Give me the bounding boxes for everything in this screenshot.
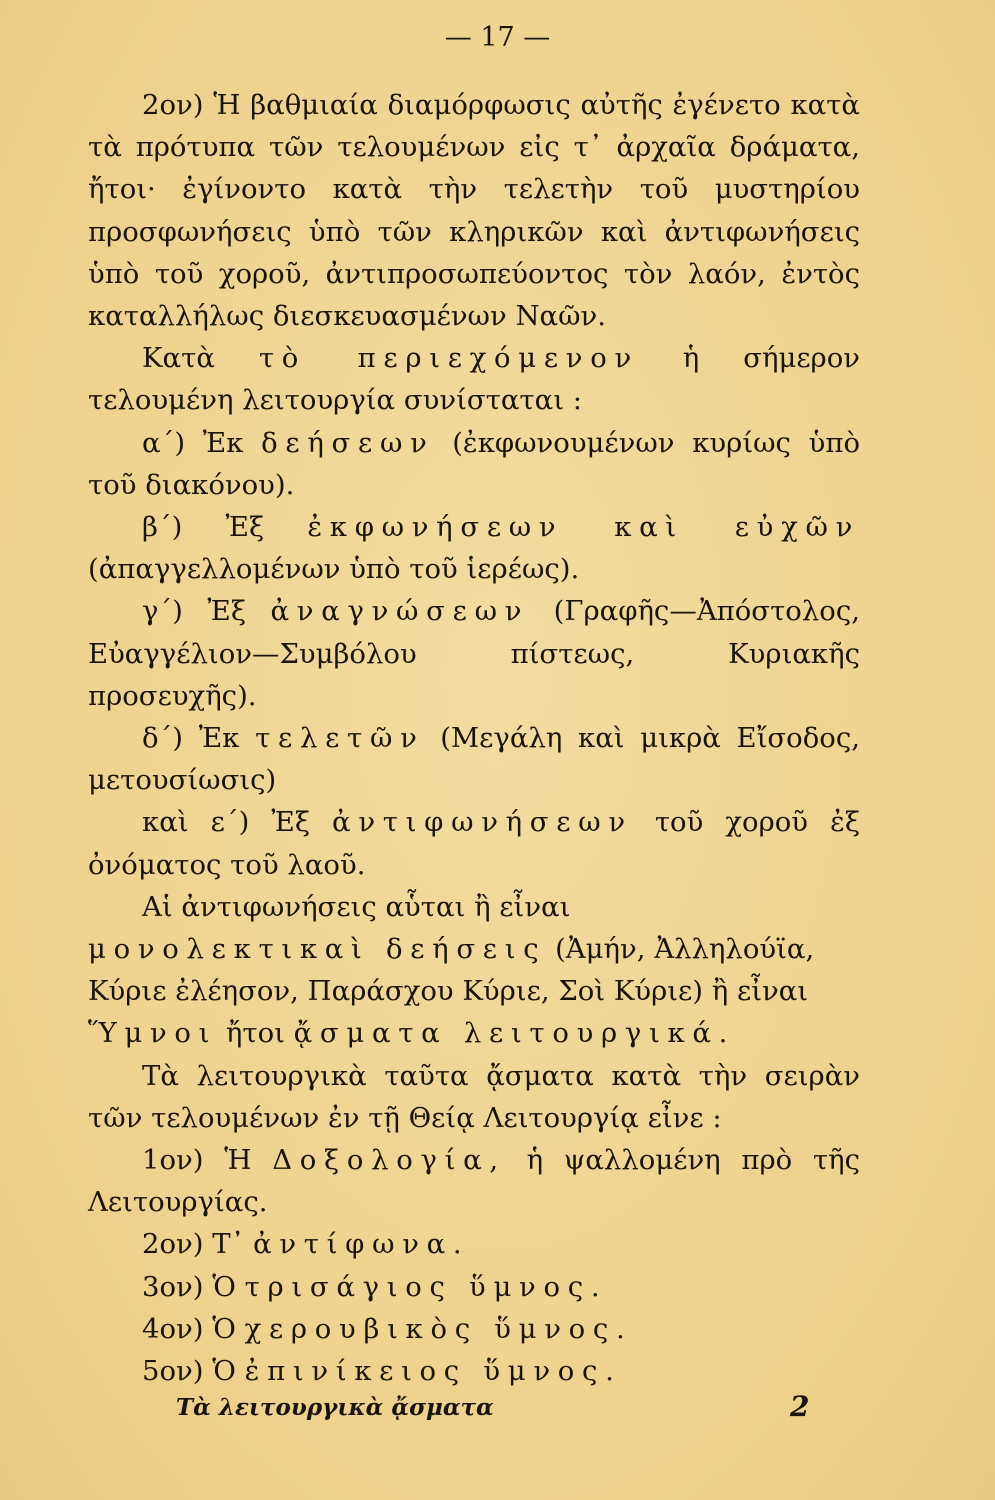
body-text [88,84,860,1392]
paragraph-hymns-intro: Τὰ λειτουργικὰ ταῦτα ᾄσματα κατὰ τὴν σειρὰν τῶν τελουμένων ἐν τῇ Θείᾳ Λειτουργίᾳ εἶνε : [88,1059,860,1134]
spaced-term: τὸ περιεχόμενον [258,342,639,375]
paragraph-antiphons: Αἱ ἀντιφωνήσεις αὗται ἢ εἶναι μονολεκτικαὶ δεήσεις (Ἀμήν, Ἀλληλούϊα, Κύριε ἐλέησον, Παράσχου Κύριε, Σοὶ Κύριε) ἢ εἶναι Ὕμνοι ἤτοι ᾄσματα λειτουργικά. [88,890,815,1050]
sheet-number: 2 [790,1390,810,1423]
hymn-item-5: 5ον) Ὁ ἐπινίκειος ὕμνος. [142,1355,622,1388]
spaced-term: τελετῶν [255,722,425,755]
spaced-term: ἐκφωνήσεων καὶ εὐχῶν [307,511,860,544]
list-item-c: γ´) Ἐξ ἀναγνώσεων (Γραφῆς—Ἀπόστολος, Εὐαγγέλιον—Συμβόλου πίστεως, Κυριακῆς προσευχῆς). [88,595,860,712]
spaced-term: μονολεκτικαὶ δεήσεις [88,933,547,966]
paragraph-content-intro: Κατὰ τὸ περιεχόμενον ἡ σήμερον τελουμένη λειτουργία συνίσταται : [88,342,861,417]
spaced-term: ᾄσματα λειτουργικά. [293,1017,736,1050]
page-number: — 17 — [444,22,551,53]
list-item-a: α´) Ἐκ δεήσεων (ἐκφωνουμένων κυρίως ὑπὸ τοῦ διακόνου). [88,426,860,501]
spaced-term: χερουβικὸς ὕμνος. [244,1312,633,1345]
spaced-term: δεήσεων [261,426,435,459]
spaced-term: Δοξολογία, [272,1144,506,1177]
signature-title: Τὰ λειτουργικὰ ᾄσματα [176,1394,494,1421]
paragraph-origin: 2ον) Ἡ βαθμιαία διαμόρφωσις αὐτῆς ἐγένετο κατὰ τὰ πρότυπα τῶν τελουμένων εἰς τ᾽ ἀρχαῖα δράματα, ἤτοι· ἐγίνοντο κατὰ τὴν τελετὴν τοῦ μυστηρίου προσφωνήσεις ὑπὸ τῶν κληρικῶν καὶ ἀντιφωνήσεις ὑπὸ τοῦ χοροῦ, ἀντιπροσωπεύοντος τὸν λαόν, ἐντὸς καταλλήλως διεσκευασμένων Ναῶν. [88,89,860,333]
list-item-d: δ´) Ἐκ τελετῶν (Μεγάλη καὶ μικρὰ Εἴσοδος, μετουσίωσις) [88,722,860,797]
hymn-item-4: 4ον) Ὁ χερουβικὸς ὕμνος. [142,1312,633,1345]
spaced-term: ἐπινίκειος ὕμνος. [244,1355,622,1388]
hymn-item-1: 1ον) Ἡ Δοξολογία, ἡ ψαλλομένη πρὸ τῆς Λειτουργίας. [88,1144,860,1219]
spaced-term: Ὕμνοι [88,1017,218,1050]
spaced-term: ἀντίφωνα. [253,1228,470,1261]
list-item-b: β´) Ἐξ ἐκφωνήσεων καὶ εὐχῶν (ἀπαγγελλομένων ὑπὸ τοῦ ἱερέως). [88,511,860,586]
hymn-item-3: 3ον) Ὁ τρισάγιος ὕμνος. [142,1270,608,1303]
spaced-term: ἀντιφωνήσεων [332,806,633,839]
page-footer [0,1390,995,1434]
spaced-term: τρισάγιος ὕμνος. [244,1270,608,1303]
spaced-term: ἀναγνώσεων [270,595,530,628]
hymn-item-2: 2ον) Τ᾽ ἀντίφωνα. [142,1228,470,1261]
list-item-e: καὶ ε´) Ἐξ ἀντιφωνήσεων τοῦ χοροῦ ἐξ ὀνόματος τοῦ λαοῦ. [88,806,860,881]
